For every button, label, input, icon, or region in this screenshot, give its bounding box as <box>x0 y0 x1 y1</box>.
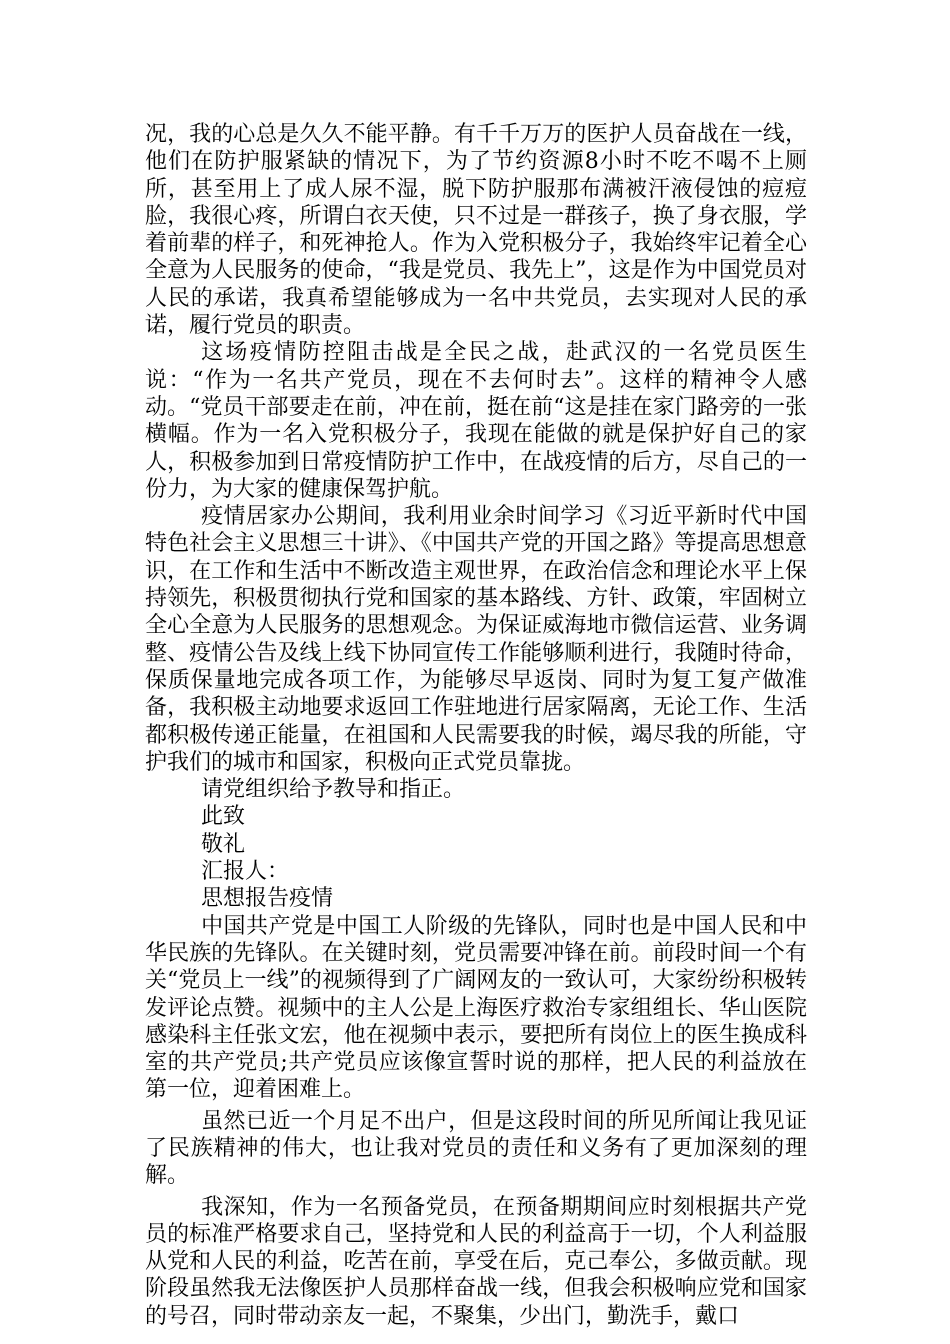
paragraph-vanguard: 中国共产党是中国工人阶级的先锋队，同时也是中国人民和中华民族的先锋队。在关键时刻，党员需要冲锋在前。前段时间一个有关“党员上一线”的视频得到了广阔网友的一致认可，大家纷纷积极转发评论点赞。视频中的主人公是上海医疗救治专家组组长、华山医院感染科主任张文宏，他在视频中表示，要把所有岗位上的医生换成科室的共产党员;共产党员应该像宣誓时说的那样，把人民的利益放在第一位，迎着困难上。 <box>145 913 807 1103</box>
closing-request: 请党组织给予教导和指正。 <box>201 777 466 803</box>
reporter-label: 汇报人： <box>201 859 290 885</box>
closing-greeting: 此致 <box>201 804 246 830</box>
paragraph-home-office-study: 疫情居家办公期间，我利用业余时间学习《习近平新时代中国特色社会主义思想三十讲》、《中国共产党的开国之路》等提高思想意识，在工作和生活中不断改造主观世界，在政治信念和理论水平上保持领先，积极贯彻执行党和国家的基本路线、方针、政策，牢固树立全心全意为人民服务的思想观念。为保证威海地市微信运营、业务调整、疫情公告及线上线下协同宣传工作能够顺利进行，我随时待命，保质保量地完成各项工作，为能够尽早返岗、同时为复工复产做准备，我积极主动地要求返回工作驻地进行居家隔离，无论工作、生活都积极传递正能量，在祖国和人民需要我的时候，竭尽我的所能，守护我们的城市和国家，积极向正式党员靠拢。 <box>145 504 807 775</box>
closing-salute: 敬礼 <box>201 831 246 857</box>
paragraph-national-spirit: 虽然已近一个月足不出户，但是这段时间的所见所闻让我见证了民族精神的伟大，也让我对党员的责任和义务有了更加深刻的理解。 <box>145 1108 807 1189</box>
section-title: 思想报告疫情 <box>201 886 334 912</box>
paragraph-continued: 况，我的心总是久久不能平静。有千千万万的医护人员奋战在一线，他们在防护服紧缺的情况下，为了节约资源8小时不吃不喝不上厕所，甚至用上了成人尿不湿，脱下防护服那布满被汗液侵蚀的痘痘脸，我很心疼，所谓白衣天使，只不过是一群孩子，换了身衣服，学着前辈的样子，和死神抢人。作为入党积极分子，我始终牢记着全心全意为人民服务的使命，“我是党员、我先上”，这是作为中国党员对人民的承诺，我真希望能够成为一名中共党员，去实现对人民的承诺，履行党员的职责。 <box>145 122 807 339</box>
paragraph-epidemic-battle: 这场疫情防控阻击战是全民之战，赴武汉的一名党员医生说：“作为一名共产党员，现在不去何时去”。这样的精神令人感动。“党员干部要走在前，冲在前，挺在前“这是挂在家门路旁的一张横幅。作为一名入党积极分子，我现在能做的就是保护好自己的家人，积极参加到日常疫情防护工作中，在战疫情的后方，尽自己的一份力，为大家的健康保驾护航。 <box>145 340 807 502</box>
document-page <box>145 121 807 1330</box>
paragraph-probationary-member: 我深知，作为一名预备党员，在预备期期间应时刻根据共产党员的标准严格要求自己，坚持党和人民的利益高于一切，个人利益服从党和人民的利益，吃苦在前，享受在后，克己奉公，多做贡献。现阶段虽然我无法像医护人员那样奋战一线，但我会积极响应党和国家的号召，同时带动亲友一起，不聚集，少出门，勤洗手，戴口 <box>145 1194 807 1329</box>
